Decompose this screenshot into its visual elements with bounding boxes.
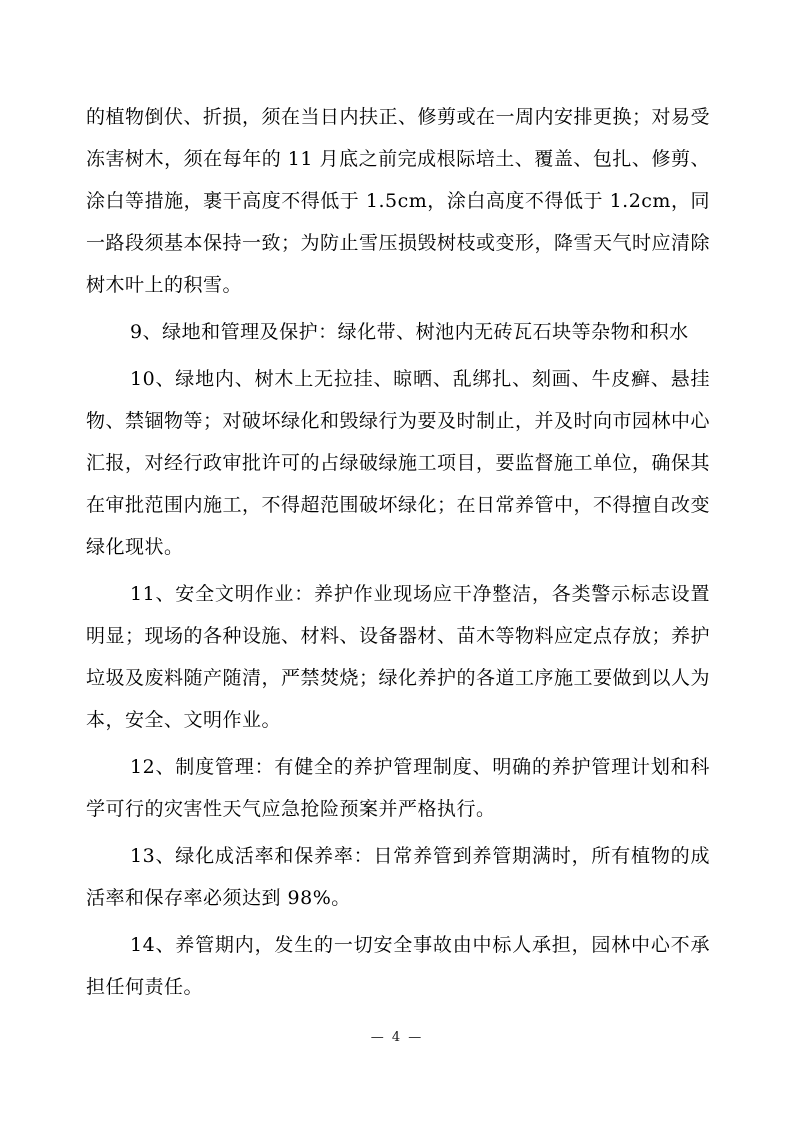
paragraph-continuation: 的植物倒伏、折损，须在当日内扶正、修剪或在一周内安排更换；对易受冻害树木，须在每年的 11 月底之前完成根际培土、覆盖、包扎、修剪、涂白等措施，裹干高度不得低于 1.5cm，涂白高度不得低于 1.2cm，同一路段须基本保持一致；为防止雪压损毁树枝或变形，降雪天气时应清除树木叶上的积雪。 bbox=[86, 106, 711, 296]
paragraph-item-11: 11、安全文明作业：养护作业现场应干净整洁，各类警示标志设置明显；现场的各种设施、材料、设备器材、苗木等物料应定点存放；养护垃圾及废料随产随清，严禁焚烧；绿化养护的各道工序施工要做到以人为本，安全、文明作业。 bbox=[86, 583, 711, 731]
paragraph-item-13: 13、绿化成活率和保养率：日常养管到养管期满时，所有植物的成活率和保存率必须达到 98%。 bbox=[86, 845, 710, 909]
paragraph-item-14: 14、养管期内，发生的一切安全事故由中标人承担，园林中心不承担任何责任。 bbox=[86, 934, 710, 998]
paragraph-item-9: 9、绿地和管理及保护：绿化带、树池内无砖瓦石块等杂物和积水 bbox=[130, 321, 689, 343]
page-number: — 4 — bbox=[370, 1030, 424, 1045]
paragraph-item-10: 10、绿地内、树木上无拉挂、晾晒、乱绑扎、刻画、牛皮癣、悬挂物、禁锢物等；对破坏绿化和毁绿行为要及时制止，并及时向市园林中心汇报，对经行政审批许可的占绿破绿施工项目，要监督施工单位，确保其在审批范围内施工，不得超范围破坏绿化；在日常养管中，不得擅自改变绿化现状。 bbox=[86, 368, 711, 558]
document-body bbox=[86, 96, 710, 1013]
paragraph-item-12: 12、制度管理：有健全的养护管理制度、明确的养护管理计划和科学可行的灾害性天气应急抢险预案并严格执行。 bbox=[86, 756, 710, 820]
page-footer bbox=[0, 1028, 794, 1048]
